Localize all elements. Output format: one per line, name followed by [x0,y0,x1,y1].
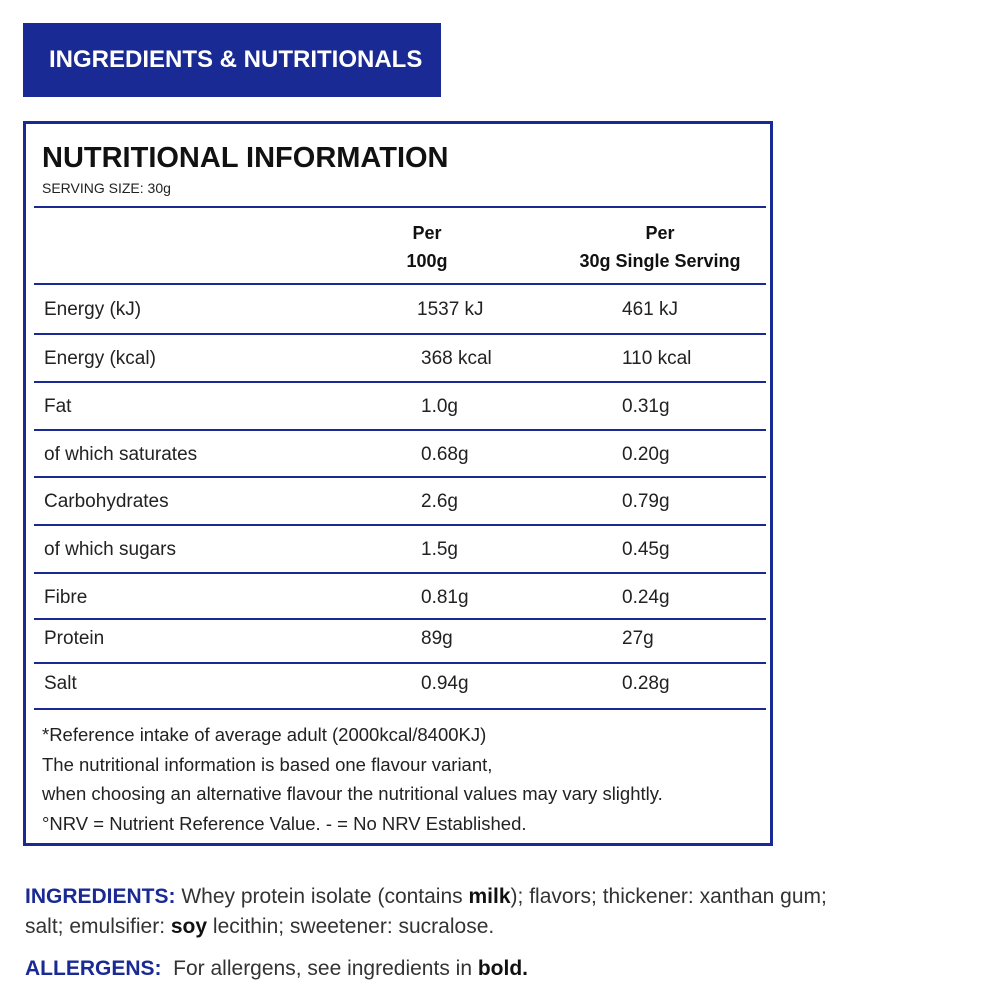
divider [34,206,766,208]
value-per-serving: 0.31g [622,396,670,417]
value-per-100g: 368 kcal [421,348,492,369]
divider [34,708,766,710]
ingredients-label: INGREDIENTS: [25,885,176,908]
table-row [34,287,766,333]
nutrient-name: of which saturates [44,444,198,465]
nutrition-panel [23,121,773,846]
table-row [34,664,766,708]
ingredients-text-part: salt; emulsifier: [25,915,171,938]
column-header-line: 100g [406,251,448,271]
panel-title: NUTRITIONAL INFORMATION [42,142,449,174]
value-per-100g: 0.68g [421,444,469,465]
divider [34,572,766,574]
value-per-100g: 0.94g [421,673,469,694]
divider [34,476,766,478]
allergen-soy: soy [170,915,208,938]
table-row [34,336,766,382]
nutrient-name: Fat [44,396,72,417]
section-header-title: INGREDIENTS & NUTRITIONALS [49,46,423,73]
column-header-line: Per [412,223,442,243]
ingredients-text [25,882,985,942]
divider [34,283,766,285]
footnote: *Reference intake of average adult (2000kcal/8400KJ) [42,724,487,745]
ingredients-text-part: ); flavors; thickener: xanthan gum; [510,885,827,908]
value-per-100g: 89g [421,628,453,649]
divider [34,333,766,335]
value-per-serving: 0.28g [622,673,670,694]
nutrient-name: Salt [44,673,77,694]
allergen-milk: milk [468,885,511,908]
nutrient-name: of which sugars [44,539,177,560]
section-header [23,23,441,97]
value-per-serving: 0.24g [622,587,670,608]
ingredients-text-part: lecithin; sweetener: sucralose. [207,915,495,938]
footnotes [42,720,663,838]
nutrient-name: Fibre [44,587,88,608]
value-per-serving: 0.20g [622,444,670,465]
allergens-bold-word: bold. [477,957,528,980]
value-per-100g: 1537 kJ [417,299,484,320]
table-row [34,527,766,573]
value-per-serving: 110 kcal [622,348,692,369]
allergens-text-part: For allergens, see ingredients in [161,957,478,980]
table-row [34,620,766,662]
value-per-serving: 0.79g [622,491,670,512]
value-per-100g: 2.6g [421,491,458,512]
nutrient-name: Energy (kJ) [44,299,142,320]
column-header-per-serving [560,219,760,275]
value-per-100g: 1.0g [421,396,458,417]
footnote: °NRV = Nutrient Reference Value. - = No NRV Established. [42,812,527,834]
table-row [34,479,766,525]
table-row [34,575,766,621]
divider [34,381,766,383]
value-per-100g: 0.81g [421,587,469,608]
value-per-serving: 27g [622,628,654,649]
serving-size: SERVING SIZE: 30g [42,180,171,196]
nutrient-name: Protein [44,628,105,649]
footnote: when choosing an alternative flavour the nutritional values may vary slightly. [42,783,663,804]
ingredients-line-1 [25,882,985,912]
column-header-line: Per [645,223,675,243]
value-per-serving: 461 kJ [622,299,678,320]
table-row [34,432,766,478]
column-header-line: 30g Single Serving [579,251,741,271]
column-header-per-100g [382,219,472,275]
ingredients-line-2 [25,912,985,942]
nutrient-name: Carbohydrates [44,491,169,512]
nutrient-name: Energy (kcal) [44,348,156,369]
ingredients-text-part: Whey protein isolate (contains [175,885,469,908]
footnote: The nutritional information is based one flavour variant, [42,753,493,775]
value-per-100g: 1.5g [421,539,458,560]
divider [34,429,766,431]
allergens-text [25,954,985,984]
divider [34,524,766,526]
table-row [34,384,766,430]
allergens-label: ALLERGENS: [25,957,162,980]
value-per-serving: 0.45g [622,539,670,560]
